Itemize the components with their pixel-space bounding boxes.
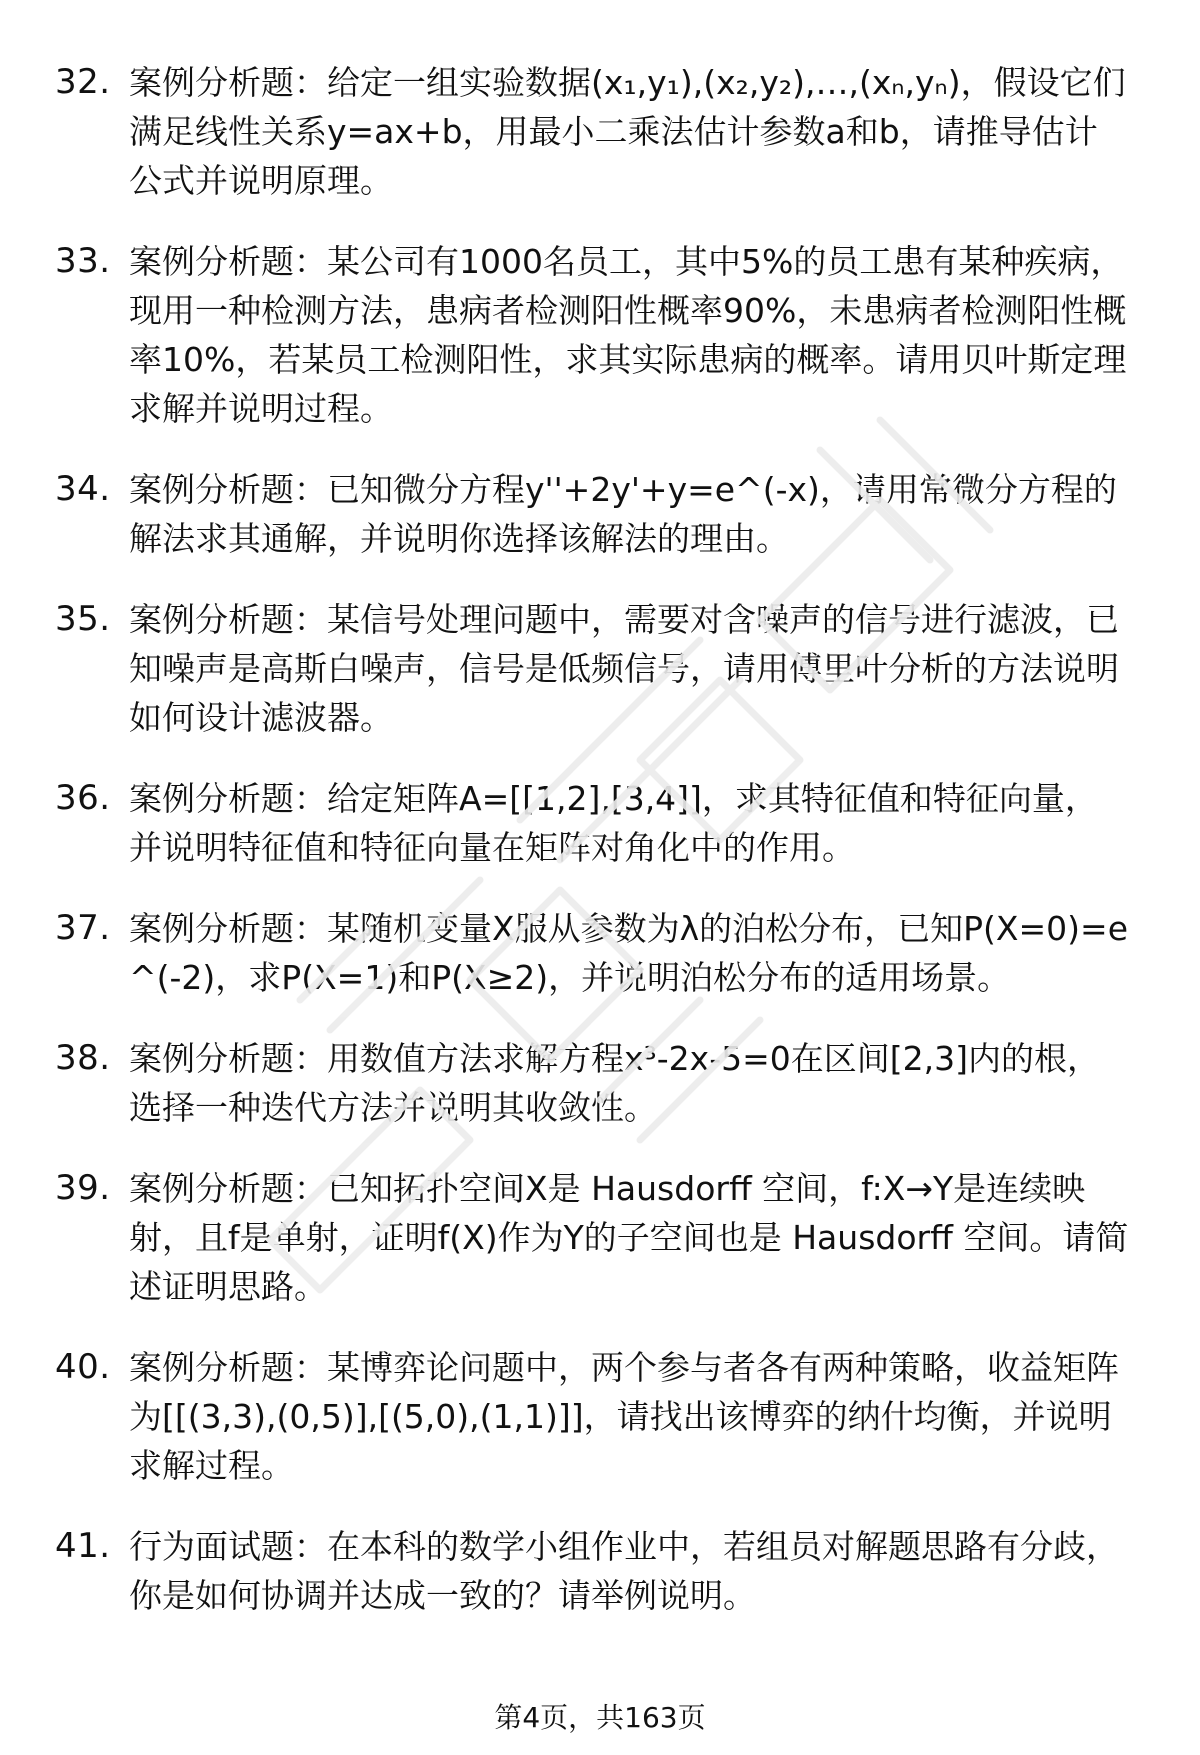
question-number: 33. <box>55 241 111 281</box>
question-item <box>55 237 1130 433</box>
question-item <box>55 1522 1130 1620</box>
question-text: 案例分析题：某信号处理问题中，需要对含噪声的信号进行滤波，已知噪声是高斯白噪声，信号是低频信号，请用傅里叶分析的方法说明如何设计滤波器。 <box>129 600 1119 737</box>
question-list <box>55 58 1130 1620</box>
question-number: 32. <box>55 62 111 102</box>
question-number: 40. <box>55 1347 111 1387</box>
question-number: 34. <box>55 469 111 509</box>
question-text: 案例分析题：用数值方法求解方程x³-2x-5=0在区间[2,3]内的根，选择一种迭代方法并说明其收敛性。 <box>129 1039 1100 1127</box>
question-item <box>55 1034 1130 1132</box>
question-text: 案例分析题：给定一组实验数据(x₁,y₁),(x₂,y₂),…,(xₙ,yₙ)，假设它们满足线性关系y=ax+b，用最小二乘法估计参数a和b，请推导估计公式并说明原理。 <box>129 63 1126 200</box>
question-item <box>55 595 1130 742</box>
question-item <box>55 1164 1130 1311</box>
question-number: 36. <box>55 778 111 818</box>
page-footer: 第4页，共163页 <box>494 1701 706 1734</box>
question-item <box>55 465 1130 563</box>
question-item <box>55 58 1130 205</box>
question-text: 行为面试题：在本科的数学小组作业中，若组员对解题思路有分歧，你是如何协调并达成一致的？请举例说明。 <box>129 1527 1119 1615</box>
question-text: 案例分析题：某随机变量X服从参数为λ的泊松分布，已知P(X=0)=e^(-2)，求P(X=1)和P(X≥2)，并说明泊松分布的适用场景。 <box>129 909 1128 997</box>
question-item <box>55 904 1130 1002</box>
question-number: 37. <box>55 908 111 948</box>
question-text: 案例分析题：某博弈论问题中，两个参与者各有两种策略，收益矩阵为[[(3,3),(0,5)],[(5,0),(1,1)]]，请找出该博弈的纳什均衡，并说明求解过程。 <box>129 1348 1119 1485</box>
question-text: 案例分析题：已知拓扑空间X是 Hausdorff 空间，f:X→Y是连续映射，且f是单射，证明f(X)作为Y的子空间也是 Hausdorff 空间。请简述证明思路。 <box>129 1169 1129 1306</box>
question-number: 38. <box>55 1038 111 1078</box>
question-item <box>55 1343 1130 1490</box>
question-number: 35. <box>55 599 111 639</box>
question-text: 案例分析题：已知微分方程y''+2y'+y=e^(-x)，请用常微分方程的解法求其通解，并说明你选择该解法的理由。 <box>129 470 1117 558</box>
question-number: 41. <box>55 1526 111 1566</box>
question-number: 39. <box>55 1168 111 1208</box>
question-text: 案例分析题：某公司有1000名员工，其中5%的员工患有某种疾病，现用一种检测方法，患病者检测阳性概率90%，未患病者检测阳性概率10%，若某员工检测阳性，求其实际患病的概率。请用贝叶斯定理求解并说明过程。 <box>129 242 1127 428</box>
question-text: 案例分析题：给定矩阵A=[[1,2],[3,4]]，求其特征值和特征向量，并说明特征值和特征向量在矩阵对角化中的作用。 <box>129 779 1098 867</box>
question-item <box>55 774 1130 872</box>
